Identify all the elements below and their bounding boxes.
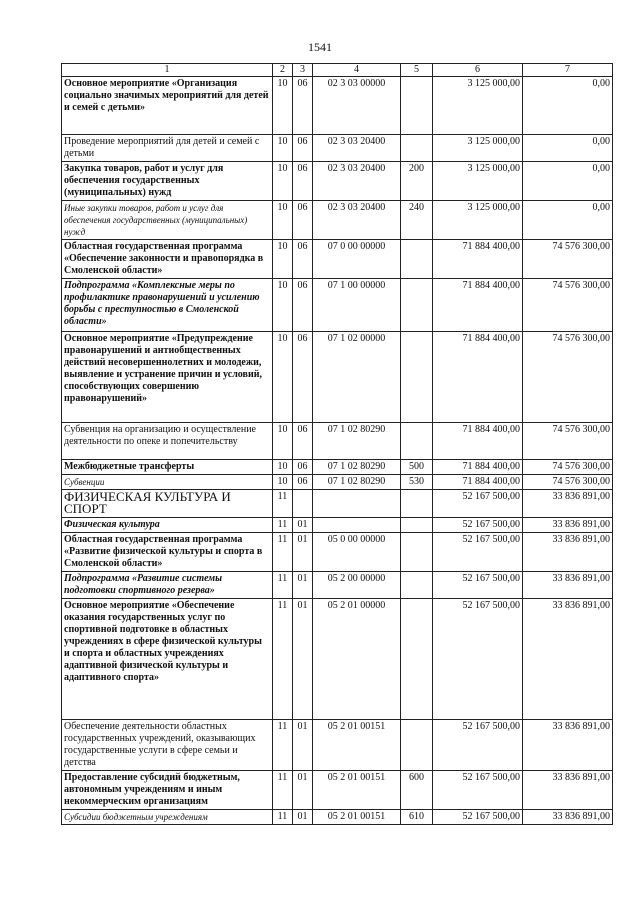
amount-col7-cell: 33 836 891,00 <box>523 771 613 810</box>
amount-col6-cell: 52 167 500,00 <box>433 771 523 810</box>
header-cell: 5 <box>401 64 433 77</box>
subsection-code-cell: 06 <box>293 240 313 279</box>
amount-col6-cell: 52 167 500,00 <box>433 720 523 771</box>
row-name-cell: Предоставление субсидий бюджетным, автономным учреждениям и иным некоммерческим организациям <box>62 771 273 810</box>
table-row <box>62 240 613 279</box>
amount-col6-cell: 52 167 500,00 <box>433 572 523 599</box>
target-article-cell: 02 3 03 20400 <box>313 135 401 162</box>
amount-col7-cell: 33 836 891,00 <box>523 533 613 572</box>
subsection-code-cell: 06 <box>293 423 313 460</box>
section-code-cell: 11 <box>273 810 293 825</box>
expense-type-cell <box>401 518 433 533</box>
expense-type-cell <box>401 720 433 771</box>
subsection-code-cell: 06 <box>293 332 313 423</box>
amount-col6-cell: 3 125 000,00 <box>433 201 523 240</box>
amount-col7-cell: 33 836 891,00 <box>523 518 613 533</box>
section-code-cell: 10 <box>273 201 293 240</box>
subsection-code-cell: 06 <box>293 201 313 240</box>
expense-type-cell <box>401 135 433 162</box>
table-row <box>62 599 613 720</box>
subsection-code-cell: 06 <box>293 279 313 332</box>
target-article-cell: 05 0 00 00000 <box>313 533 401 572</box>
expense-type-cell <box>401 533 433 572</box>
amount-col6-cell: 52 167 500,00 <box>433 490 523 518</box>
amount-col6-cell: 71 884 400,00 <box>433 332 523 423</box>
target-article-cell: 02 3 03 20400 <box>313 201 401 240</box>
section-code-cell: 10 <box>273 332 293 423</box>
section-code-cell: 11 <box>273 771 293 810</box>
table-row <box>62 162 613 201</box>
amount-col7-cell: 74 576 300,00 <box>523 240 613 279</box>
subsection-code-cell <box>293 490 313 518</box>
header-cell: 3 <box>293 64 313 77</box>
amount-col7-cell: 0,00 <box>523 201 613 240</box>
expense-type-cell <box>401 77 433 135</box>
target-article-cell: 07 1 02 00000 <box>313 332 401 423</box>
row-name-cell: Областная государственная программа «Обеспечение законности и правопорядка в Смоленской области» <box>62 240 273 279</box>
section-code-cell: 10 <box>273 475 293 490</box>
amount-col7-cell: 0,00 <box>523 162 613 201</box>
target-article-cell: 05 2 01 00000 <box>313 599 401 720</box>
target-article-cell: 05 2 01 00151 <box>313 810 401 825</box>
section-code-cell: 10 <box>273 240 293 279</box>
amount-col7-cell: 33 836 891,00 <box>523 720 613 771</box>
amount-col7-cell: 0,00 <box>523 77 613 135</box>
section-code-cell: 11 <box>273 599 293 720</box>
target-article-cell <box>313 490 401 518</box>
subsection-code-cell: 06 <box>293 162 313 201</box>
table-row <box>62 332 613 423</box>
table-row <box>62 135 613 162</box>
row-name-cell: Субвенции <box>62 475 273 490</box>
amount-col7-cell: 33 836 891,00 <box>523 490 613 518</box>
amount-col6-cell: 52 167 500,00 <box>433 533 523 572</box>
amount-col6-cell: 52 167 500,00 <box>433 599 523 720</box>
subsection-code-cell: 01 <box>293 810 313 825</box>
amount-col6-cell: 3 125 000,00 <box>433 135 523 162</box>
section-code-cell: 11 <box>273 572 293 599</box>
amount-col6-cell: 71 884 400,00 <box>433 460 523 475</box>
amount-col6-cell: 71 884 400,00 <box>433 423 523 460</box>
row-name-cell: Областная государственная программа «Развитие физической культуры и спорта в Смоленской области» <box>62 533 273 572</box>
amount-col6-cell: 52 167 500,00 <box>433 810 523 825</box>
subsection-code-cell: 01 <box>293 771 313 810</box>
expense-type-cell <box>401 279 433 332</box>
subsection-code-cell: 01 <box>293 599 313 720</box>
table-row <box>62 77 613 135</box>
subsection-code-cell: 01 <box>293 572 313 599</box>
table-row <box>62 518 613 533</box>
table-row <box>62 490 613 518</box>
header-cell: 4 <box>313 64 401 77</box>
amount-col6-cell: 71 884 400,00 <box>433 475 523 490</box>
expense-type-cell <box>401 490 433 518</box>
expense-type-cell <box>401 423 433 460</box>
row-name-cell: Подпрограмма «Комплексные меры по профилактике правонарушений и усилению борьбы с преступностью в Смоленской области» <box>62 279 273 332</box>
table-row <box>62 572 613 599</box>
table-row <box>62 810 613 825</box>
row-name-cell: Субвенция на организацию и осуществление деятельности по опеке и попечительству <box>62 423 273 460</box>
amount-col7-cell: 33 836 891,00 <box>523 572 613 599</box>
budget-table <box>61 63 613 825</box>
amount-col7-cell: 74 576 300,00 <box>523 332 613 423</box>
expense-type-cell <box>401 332 433 423</box>
table-row <box>62 423 613 460</box>
table-row <box>62 279 613 332</box>
expense-type-cell: 610 <box>401 810 433 825</box>
expense-type-cell: 600 <box>401 771 433 810</box>
section-code-cell: 10 <box>273 423 293 460</box>
amount-col6-cell: 3 125 000,00 <box>433 77 523 135</box>
subsection-code-cell: 06 <box>293 475 313 490</box>
row-name-cell: Межбюджетные трансферты <box>62 460 273 475</box>
expense-type-cell <box>401 572 433 599</box>
amount-col6-cell: 71 884 400,00 <box>433 279 523 332</box>
row-name-cell: Обеспечение деятельности областных государственных учреждений, оказывающих государственные услуги в сфере семьи и детства <box>62 720 273 771</box>
target-article-cell: 05 2 01 00151 <box>313 771 401 810</box>
subsection-code-cell: 01 <box>293 518 313 533</box>
row-name-cell: Основное мероприятие «Предупреждение правонарушений и антиобщественных действий несовершеннолетних и молодежи, выявление и устранение причин и условий, способствующих совершению правонарушений» <box>62 332 273 423</box>
section-code-cell: 11 <box>273 490 293 518</box>
amount-col7-cell: 33 836 891,00 <box>523 599 613 720</box>
table-row <box>62 533 613 572</box>
subsection-code-cell: 01 <box>293 720 313 771</box>
subsection-code-cell: 06 <box>293 77 313 135</box>
header-cell: 7 <box>523 64 613 77</box>
subsection-code-cell: 06 <box>293 460 313 475</box>
target-article-cell: 05 2 00 00000 <box>313 572 401 599</box>
expense-type-cell: 200 <box>401 162 433 201</box>
table-row <box>62 771 613 810</box>
subsection-code-cell: 06 <box>293 135 313 162</box>
amount-col6-cell: 71 884 400,00 <box>433 240 523 279</box>
target-article-cell: 07 0 00 00000 <box>313 240 401 279</box>
section-code-cell: 10 <box>273 77 293 135</box>
table-row <box>62 720 613 771</box>
amount-col7-cell: 74 576 300,00 <box>523 460 613 475</box>
row-name-cell: Подпрограмма «Развитие системы подготовки спортивного резерва» <box>62 572 273 599</box>
row-name-cell: Проведение мероприятий для детей и семей с детьми <box>62 135 273 162</box>
section-code-cell: 10 <box>273 279 293 332</box>
expense-type-cell <box>401 240 433 279</box>
target-article-cell: 02 3 03 20400 <box>313 162 401 201</box>
target-article-cell <box>313 518 401 533</box>
header-cell: 6 <box>433 64 523 77</box>
amount-col7-cell: 74 576 300,00 <box>523 475 613 490</box>
page-number: 1541 <box>308 40 332 54</box>
target-article-cell: 07 1 02 80290 <box>313 423 401 460</box>
expense-type-cell: 500 <box>401 460 433 475</box>
target-article-cell: 07 1 02 80290 <box>313 475 401 490</box>
subsection-code-cell: 01 <box>293 533 313 572</box>
row-name-cell: Субсидии бюджетным учреждениям <box>62 810 273 825</box>
row-name-cell: ФИЗИЧЕСКАЯ КУЛЬТУРА И СПОРТ <box>62 490 273 518</box>
amount-col6-cell: 52 167 500,00 <box>433 518 523 533</box>
amount-col7-cell: 33 836 891,00 <box>523 810 613 825</box>
expense-type-cell: 240 <box>401 201 433 240</box>
row-name-cell: Физическая культура <box>62 518 273 533</box>
header-cell: 1 <box>62 64 273 77</box>
section-code-cell: 11 <box>273 720 293 771</box>
target-article-cell: 07 1 00 00000 <box>313 279 401 332</box>
header-row <box>62 64 613 77</box>
table-row <box>62 475 613 490</box>
amount-col7-cell: 0,00 <box>523 135 613 162</box>
section-code-cell: 10 <box>273 135 293 162</box>
target-article-cell: 02 3 03 00000 <box>313 77 401 135</box>
table-row <box>62 460 613 475</box>
row-name-cell: Закупка товаров, работ и услуг для обеспечения государственных (муниципальных) нужд <box>62 162 273 201</box>
row-name-cell: Основное мероприятие «Организация социально значимых мероприятий для детей и семей с детьми» <box>62 77 273 135</box>
target-article-cell: 05 2 01 00151 <box>313 720 401 771</box>
expense-type-cell <box>401 599 433 720</box>
header-cell: 2 <box>273 64 293 77</box>
table-row <box>62 201 613 240</box>
expense-type-cell: 530 <box>401 475 433 490</box>
amount-col6-cell: 3 125 000,00 <box>433 162 523 201</box>
target-article-cell: 07 1 02 80290 <box>313 460 401 475</box>
section-code-cell: 10 <box>273 162 293 201</box>
section-code-cell: 11 <box>273 518 293 533</box>
row-name-cell: Иные закупки товаров, работ и услуг для обеспечения государственных (муниципальных) нужд <box>62 201 273 240</box>
section-code-cell: 11 <box>273 533 293 572</box>
amount-col7-cell: 74 576 300,00 <box>523 279 613 332</box>
section-code-cell: 10 <box>273 460 293 475</box>
amount-col7-cell: 74 576 300,00 <box>523 423 613 460</box>
row-name-cell: Основное мероприятие «Обеспечение оказания государственных услуг по спортивной подготовке в областных учреждениях в сфере физической культуры и спорта и областных учреждениях адаптивной физической культуры и адаптивного спорта» <box>62 599 273 720</box>
